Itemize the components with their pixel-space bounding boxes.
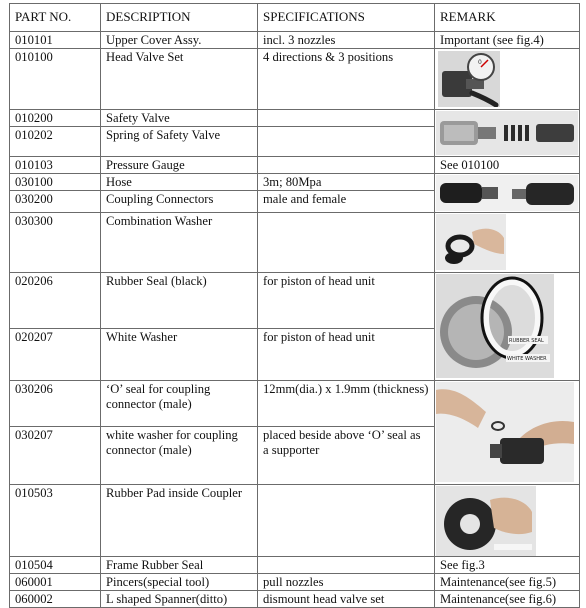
specifications-cell: 3m; 80Mpa xyxy=(258,174,435,191)
description-cell: Rubber Pad inside Coupler xyxy=(101,485,258,557)
table-row xyxy=(10,591,580,608)
remark-photo-cell xyxy=(435,49,580,110)
table-row xyxy=(10,557,580,574)
part-no-cell: 010200 xyxy=(10,110,101,127)
description-cell: Hose xyxy=(101,174,258,191)
table-row xyxy=(10,49,580,110)
part-no-cell: 030207 xyxy=(10,427,101,485)
gauge-label: 0 xyxy=(478,59,482,66)
part-no-cell: 060001 xyxy=(10,574,101,591)
o-seal-photo xyxy=(436,382,574,482)
safety-valve-photo xyxy=(436,111,578,155)
description-cell: White Washer xyxy=(101,329,258,381)
specifications-cell: pull nozzles xyxy=(258,574,435,591)
remark-cell: Important (see fig.4) xyxy=(435,32,580,49)
part-no-cell: 020206 xyxy=(10,273,101,329)
specifications-cell xyxy=(258,557,435,574)
specifications-cell xyxy=(258,127,435,157)
description-cell: Pincers(special tool) xyxy=(101,574,258,591)
remark-photo-cell xyxy=(435,110,580,157)
table-row xyxy=(10,32,580,49)
remark-photo-cell xyxy=(435,174,580,213)
table-row xyxy=(10,485,580,557)
table-row xyxy=(10,574,580,591)
part-no-cell: 020207 xyxy=(10,329,101,381)
part-no-cell: 030100 xyxy=(10,174,101,191)
specifications-cell xyxy=(258,110,435,127)
specifications-cell: dismount head valve set xyxy=(258,591,435,608)
description-cell: ‘O’ seal for coupling connector (male) xyxy=(101,381,258,427)
part-no-cell: 060002 xyxy=(10,591,101,608)
white-washer-tag: WHITE WASHER xyxy=(507,356,547,362)
header-description: DESCRIPTION xyxy=(101,4,258,32)
description-cell: L shaped Spanner(ditto) xyxy=(101,591,258,608)
table-row xyxy=(10,381,580,427)
description-cell: Head Valve Set xyxy=(101,49,258,110)
part-no-cell: 010504 xyxy=(10,557,101,574)
description-cell: white washer for coupling connector (male) xyxy=(101,427,258,485)
coupling-connectors-photo xyxy=(436,175,578,211)
header-specifications: SPECIFICATIONS xyxy=(258,4,435,32)
part-no-cell: 010202 xyxy=(10,127,101,157)
remark-photo-cell xyxy=(435,381,580,485)
remark-photo-cell xyxy=(435,485,580,557)
part-no-cell: 010503 xyxy=(10,485,101,557)
specifications-cell xyxy=(258,157,435,174)
specifications-cell: placed beside above ‘O’ seal as a supporter xyxy=(258,427,435,485)
specifications-cell: male and female xyxy=(258,191,435,213)
part-no-cell: 030200 xyxy=(10,191,101,213)
specifications-cell: for piston of head unit xyxy=(258,329,435,381)
table-row xyxy=(10,213,580,273)
part-no-cell: 030206 xyxy=(10,381,101,427)
table-row xyxy=(10,273,580,329)
description-cell: Combination Washer xyxy=(101,213,258,273)
remark-cell: See fig.3 xyxy=(435,557,580,574)
specifications-cell: 12mm(dia.) x 1.9mm (thickness) xyxy=(258,381,435,427)
header-remark: REMARK xyxy=(435,4,580,32)
remark-photo-cell xyxy=(435,213,580,273)
remark-cell: Maintenance(see fig.5) xyxy=(435,574,580,591)
rubber-seal-tag: RUBBER SEAL xyxy=(509,338,544,344)
header-row xyxy=(10,4,580,32)
rubber-pad-photo xyxy=(436,486,536,556)
specifications-cell: incl. 3 nozzles xyxy=(258,32,435,49)
part-no-cell: 010100 xyxy=(10,49,101,110)
description-cell: Rubber Seal (black) xyxy=(101,273,258,329)
remark-cell: Maintenance(see fig.6) xyxy=(435,591,580,608)
rubber-seal-photo xyxy=(436,274,554,378)
specifications-cell xyxy=(258,213,435,273)
remark-cell: See 010100 xyxy=(435,157,580,174)
specifications-cell: for piston of head unit xyxy=(258,273,435,329)
description-cell: Upper Cover Assy. xyxy=(101,32,258,49)
table-row xyxy=(10,157,580,174)
header-part-no: PART NO. xyxy=(10,4,101,32)
description-cell: Frame Rubber Seal xyxy=(101,557,258,574)
parts-table xyxy=(9,3,580,608)
table-row xyxy=(10,110,580,127)
head-valve-photo xyxy=(438,51,500,107)
table-row xyxy=(10,174,580,191)
description-cell: Safety Valve xyxy=(101,110,258,127)
specifications-cell: 4 directions & 3 positions xyxy=(258,49,435,110)
part-no-cell: 030300 xyxy=(10,213,101,273)
remark-photo-cell xyxy=(435,273,580,381)
part-no-cell: 010103 xyxy=(10,157,101,174)
combination-washer-photo xyxy=(436,214,506,270)
description-cell: Pressure Gauge xyxy=(101,157,258,174)
description-cell: Coupling Connectors xyxy=(101,191,258,213)
part-no-cell: 010101 xyxy=(10,32,101,49)
description-cell: Spring of Safety Valve xyxy=(101,127,258,157)
specifications-cell xyxy=(258,485,435,557)
